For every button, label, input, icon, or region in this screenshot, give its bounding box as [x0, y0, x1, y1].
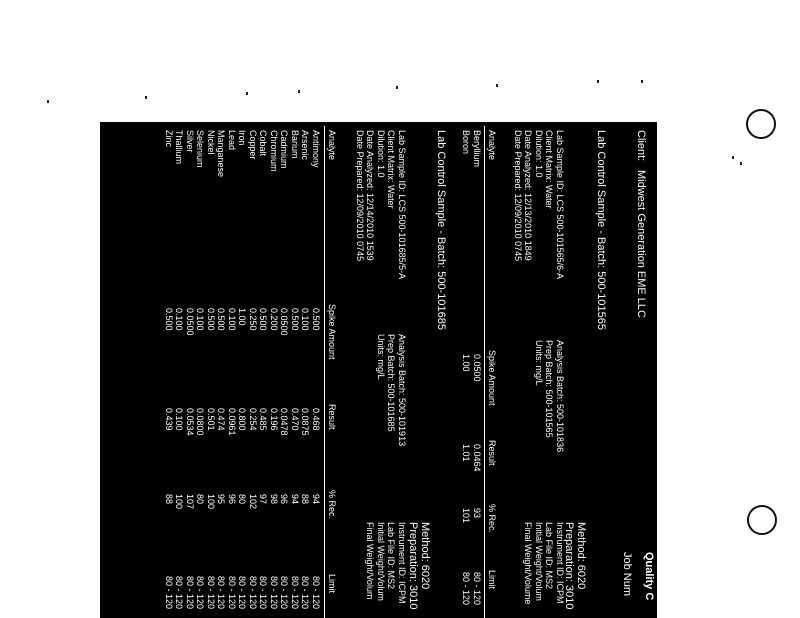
result-column: [461, 444, 482, 472]
table-cell: 0.500: [290, 308, 300, 331]
lab-sample-id: Lab Sample ID: LCS 500-101565/6-A: [555, 130, 565, 280]
table-cell: Selenium: [195, 130, 206, 168]
rec-column: [164, 494, 322, 509]
table-cell: Lead: [227, 130, 237, 151]
initial-weight-volume: Initial Weight/Volum: [376, 522, 386, 601]
lab-file-id: Lab File ID: MS2: [544, 522, 555, 590]
table-cell: 93: [472, 508, 482, 519]
table-cell: 0.468: [311, 408, 321, 431]
scan-speck: [298, 90, 300, 93]
table-cell: Cobalt: [258, 130, 269, 157]
scan-speck: [496, 84, 498, 87]
table-cell: 80 - 120: [269, 576, 279, 610]
table-cell: Antimony: [311, 130, 321, 168]
table-cell: 0.474: [216, 408, 227, 431]
table-cell: 100: [174, 494, 185, 510]
limit-column: [461, 572, 482, 605]
col-limit: Limit: [487, 570, 497, 590]
analysis-batch: Analysis Batch: 500-101836: [555, 340, 565, 453]
table-cell: 96: [279, 494, 290, 505]
scan-speck: [396, 86, 398, 89]
analyte-column: [461, 130, 482, 167]
table-cell: 80 - 120: [461, 572, 472, 606]
table-cell: 1.01: [461, 444, 472, 462]
col-spike-amount: Spike Amount: [487, 350, 497, 406]
date-analyzed: Date Analyzed: 12/14/2010 1539: [365, 130, 376, 261]
sample-info-left: [355, 130, 408, 279]
spike-column: [164, 308, 322, 336]
table-cell: 0.196: [269, 408, 279, 431]
table-cell: Boron: [461, 130, 472, 155]
analysis-batch: Analysis Batch: 500-101913: [397, 334, 407, 447]
lab-sample-id: Lab Sample ID: LCS 500-101685/5-A: [397, 130, 407, 280]
table-cell: 80 - 120: [185, 576, 195, 610]
table-cell: 80 - 120: [195, 576, 206, 610]
table-cell: 0.100: [227, 308, 237, 331]
client-name: Midwest Generation EME LLC: [635, 170, 647, 318]
scanned-page: [100, 122, 657, 618]
table-cell: 107: [185, 494, 195, 510]
table-cell: 0.0478: [279, 408, 290, 436]
table-cell: 0.500: [164, 308, 174, 331]
table-cell: 0.100: [174, 408, 185, 431]
units: Units: mg/L: [534, 340, 544, 386]
dilution: Dilution: 1.0: [376, 130, 386, 178]
table-cell: Thallium: [174, 130, 185, 165]
table-cell: 0.200: [269, 308, 279, 331]
table-cell: 102: [248, 494, 258, 510]
table-cell: 80 - 120: [311, 576, 321, 610]
sample-info-right: [365, 522, 407, 604]
table-cell: 80 - 120: [258, 576, 269, 610]
table-cell: 80 - 120: [237, 576, 248, 610]
table-cell: 0.0800: [195, 408, 206, 436]
table-cell: Manganese: [216, 130, 227, 178]
sample-info-mid: [376, 334, 408, 446]
col-result: Result: [487, 440, 497, 466]
table-cell: 0.100: [195, 308, 206, 331]
table-cell: 96: [227, 494, 237, 505]
table-cell: 0.250: [248, 308, 258, 331]
table-cell: 1.00: [237, 308, 248, 326]
table-cell: 80 - 120: [227, 576, 237, 610]
scan-speck: [47, 100, 49, 103]
table-cell: 0.500: [258, 308, 269, 331]
table-cell: 0.0534: [185, 408, 195, 436]
punch-hole: [746, 109, 776, 139]
table-cell: 0.485: [258, 408, 269, 431]
prep-batch: Prep Batch: 500-101685: [386, 334, 397, 432]
table-cell: 88: [300, 494, 311, 505]
table-cell: 80: [237, 494, 248, 505]
table-cell: Cadmium: [279, 130, 290, 169]
table-cell: 100: [206, 494, 216, 510]
preparation-label: Preparation: 3010: [407, 522, 419, 610]
col-percent-rec: % Rec.: [487, 504, 497, 534]
sample-info-mid: [534, 340, 566, 452]
table-cell: 94: [311, 494, 321, 505]
table-cell: Barium: [290, 130, 300, 159]
preparation-label: Preparation: 3010: [563, 522, 575, 610]
col-analyte: Analyte: [327, 130, 337, 161]
rec-column: [461, 508, 482, 523]
table-cell: 0.470: [290, 408, 300, 431]
table-cell: 1.00: [461, 354, 472, 372]
final-weight-volume: Final Weight/Volum: [365, 522, 376, 600]
analyte-column: [164, 130, 322, 177]
col-limit: Limit: [327, 574, 337, 594]
scan-speck: [740, 162, 742, 165]
table-cell: 0.500: [216, 308, 227, 331]
table-cell: Zinc: [164, 130, 174, 148]
table-cell: 94: [290, 494, 300, 505]
table-cell: Arsenic: [300, 130, 311, 161]
sample-info-right: [523, 522, 565, 604]
units: Units: mg/L: [376, 334, 386, 380]
table-cell: Iron: [237, 130, 248, 146]
table-cell: 98: [269, 494, 279, 505]
table-cell: 80 - 120: [174, 576, 185, 610]
date-prepared: Date Prepared: 12/09/2010 0745: [513, 130, 523, 262]
date-analyzed: Date Analyzed: 12/13/2010 1849: [523, 130, 534, 261]
col-spike-amount: Spike Amount: [327, 304, 337, 360]
table-cell: 88: [164, 494, 174, 505]
col-percent-rec: % Rec.: [327, 490, 337, 520]
table-cell: 80 - 120: [472, 572, 482, 606]
table-cell: 0.0961: [227, 408, 237, 436]
table-cell: 95: [216, 494, 227, 505]
job-number-label: Job Num: [621, 552, 633, 597]
scan-speck: [246, 92, 248, 95]
table-cell: 0.0500: [279, 308, 290, 336]
client-label: Client:: [635, 130, 647, 162]
table-cell: 101: [461, 508, 472, 524]
instrument-id: Instrument ID: ICPM: [555, 522, 565, 604]
report-title: Quality C: [643, 552, 655, 601]
section-title-batch-101565: Lab Control Sample - Batch: 500-101565: [595, 130, 607, 330]
table-cell: 0.100: [300, 308, 311, 331]
initial-weight-volume: Initial Weight/Volum: [534, 522, 544, 601]
scan-speck: [597, 80, 599, 83]
table-cell: 80 - 120: [300, 576, 311, 610]
punch-hole: [747, 505, 777, 535]
result-column: [164, 408, 322, 436]
limit-column: [164, 576, 322, 609]
instrument-id: Instrument ID: ICPM: [397, 522, 407, 604]
method-label: Method: 6020: [419, 522, 431, 590]
table-cell: 0.100: [174, 308, 185, 331]
table-cell: 0.0875: [300, 408, 311, 436]
client-matrix: Client Matrix: Water: [386, 130, 397, 209]
client-matrix: Client Matrix: Water: [544, 130, 555, 209]
table-cell: 0.501: [206, 408, 216, 431]
table-header-rule: [484, 126, 485, 618]
date-prepared: Date Prepared: 12/09/2010 0745: [355, 130, 365, 262]
method-label: Method: 6020: [575, 522, 587, 590]
table-cell: 0.500: [311, 308, 321, 331]
table-cell: 97: [258, 494, 269, 505]
table-cell: 0.0500: [472, 354, 482, 382]
table-cell: 0.439: [164, 408, 174, 431]
table-cell: Nickel: [206, 130, 216, 155]
table-cell: 0.500: [206, 308, 216, 331]
final-weight-volume: Final Weight/Volume: [523, 522, 534, 605]
scan-speck: [145, 96, 147, 99]
table-cell: 0.800: [237, 408, 248, 431]
table-header-rule: [324, 126, 325, 618]
table-cell: 0.254: [248, 408, 258, 431]
table-cell: Silver: [185, 130, 195, 153]
table-cell: 0.0500: [185, 308, 195, 336]
table-cell: Beryllium: [472, 130, 482, 168]
page-content-rotated: [100, 122, 657, 618]
scan-speck: [732, 156, 734, 159]
dilution: Dilution: 1.0: [534, 130, 544, 178]
lab-file-id: Lab File ID: MS2: [386, 522, 397, 590]
sample-info-left: [513, 130, 566, 279]
col-result: Result: [327, 404, 337, 430]
table-cell: 80 - 120: [216, 576, 227, 610]
prep-batch: Prep Batch: 500-101565: [544, 340, 555, 438]
table-cell: 80 - 120: [279, 576, 290, 610]
table-cell: 0.0464: [472, 444, 482, 472]
table-cell: 80 - 120: [290, 576, 300, 610]
scan-speck: [641, 80, 643, 83]
section-title-batch-101685: Lab Control Sample - Batch: 500-101685: [435, 130, 447, 330]
col-analyte: Analyte: [487, 130, 497, 161]
table-cell: 80 - 120: [164, 576, 174, 610]
table-cell: 80 - 120: [248, 576, 258, 610]
table-cell: 80 - 120: [206, 576, 216, 610]
table-cell: Copper: [248, 130, 258, 160]
table-cell: Chromium: [269, 130, 279, 172]
table-cell: 80: [195, 494, 206, 505]
spike-column: [461, 354, 482, 382]
